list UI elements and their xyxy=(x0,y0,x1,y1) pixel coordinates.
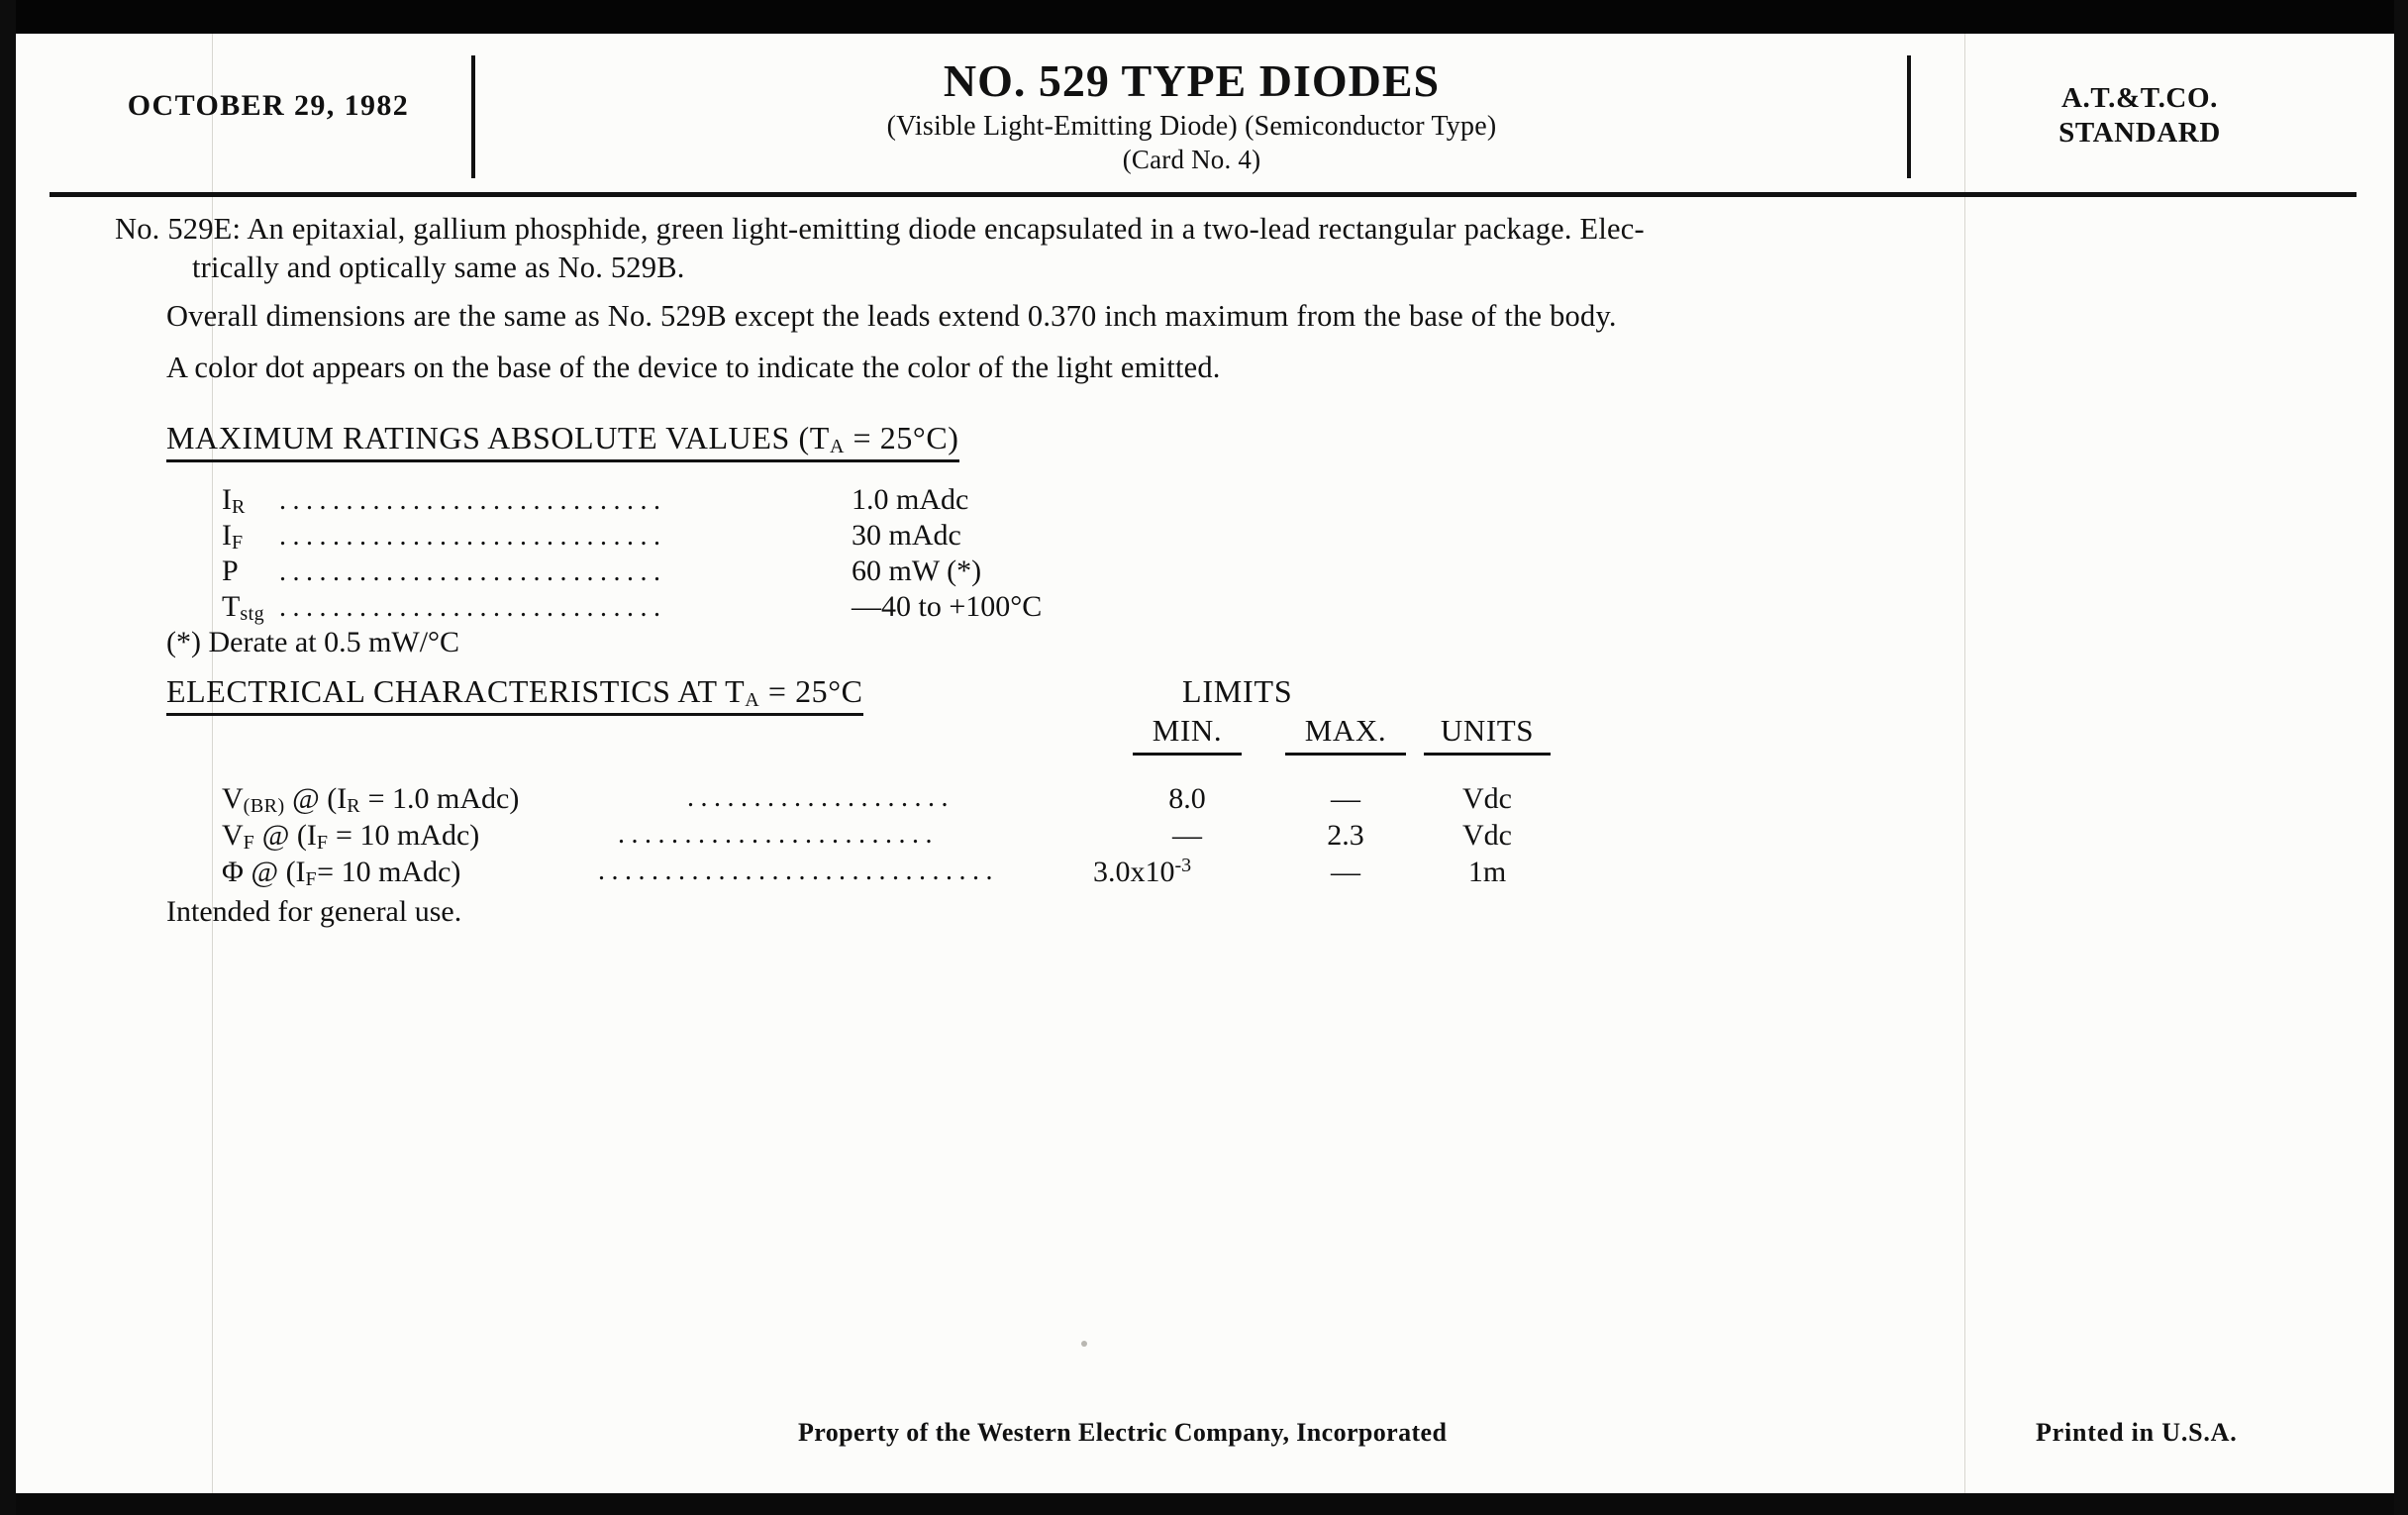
header-divider-left xyxy=(471,55,475,178)
value-units: Vdc xyxy=(1462,782,1512,815)
value-min: — xyxy=(1172,819,1202,852)
intro-line-2: trically and optically same as No. 529B. xyxy=(192,251,685,285)
issue-date: OCTOBER 29, 1982 xyxy=(127,89,410,122)
max-ratings-heading-post: = 25°C) xyxy=(844,420,959,455)
rating-value: 1.0 mAdc xyxy=(852,483,969,516)
card-title: NO. 529 TYPE DIODES xyxy=(943,55,1441,106)
column-header-min: MIN. xyxy=(1133,713,1242,756)
column-header-units: UNITS xyxy=(1424,713,1551,756)
leader-dots: ............................. xyxy=(279,558,667,586)
value-min: $3.0x10^{-3}$ xyxy=(1093,855,1192,888)
max-ratings-list xyxy=(222,485,1042,628)
parameter-label: VF @ (IF = 10 mAdc) xyxy=(222,819,480,854)
max-ratings-heading-pre: MAXIMUM RATINGS ABSOLUTE VALUES (T xyxy=(166,420,830,455)
rating-symbol: IF xyxy=(222,519,244,554)
derate-footnote: (*) Derate at 0.5 mW/°C xyxy=(166,626,460,658)
scan-border-bottom xyxy=(0,1493,2408,1515)
card-header xyxy=(16,34,2394,182)
standard-label: STANDARD xyxy=(2058,117,2221,150)
electrical-heading xyxy=(166,673,863,720)
header-center-block xyxy=(481,55,1902,175)
value-max: 2.3 xyxy=(1327,819,1364,852)
parameter-label: Φ @ (IF= 10 mAdc) xyxy=(222,856,461,890)
value-max: — xyxy=(1331,856,1360,888)
value-max: — xyxy=(1331,782,1360,815)
electrical-heading-pre: ELECTRICAL CHARACTERISTICS AT T xyxy=(166,673,746,709)
rating-row xyxy=(222,556,1042,592)
card-subtitle: (Visible Light-Emitting Diode) (Semiconductor Type) xyxy=(886,110,1497,142)
max-ratings-heading-subscript: A xyxy=(829,436,845,457)
standard-stamp xyxy=(1922,81,2358,152)
leader-dots: .................... xyxy=(687,782,954,813)
rating-symbol: P xyxy=(222,555,239,587)
rating-value: 60 mW (*) xyxy=(852,555,982,587)
value-units: Vdc xyxy=(1462,819,1512,852)
rating-value: 30 mAdc xyxy=(852,519,961,552)
leader-dots: ........................ xyxy=(618,819,939,850)
intended-use-note: Intended for general use. xyxy=(166,895,462,928)
card-number: (Card No. 4) xyxy=(1122,144,1261,174)
intro-paragraph xyxy=(115,210,2333,287)
electrical-heading-subscript: A xyxy=(745,689,760,711)
scan-border-top xyxy=(0,0,2408,34)
color-dot-paragraph: A color dot appears on the base of the device to indicate the color of the light emitted. xyxy=(166,351,1221,384)
value-units: 1m xyxy=(1467,856,1507,888)
footer-printed-notice: Printed in U.S.A. xyxy=(2036,1418,2238,1447)
rating-row xyxy=(222,592,1042,628)
value-min: 8.0 xyxy=(1168,782,1206,815)
rating-row xyxy=(222,521,1042,556)
card-sheet xyxy=(16,34,2394,1493)
rating-symbol: Tstg xyxy=(222,590,265,625)
rating-row xyxy=(222,485,1042,521)
footer-property-notice: Property of the Western Electric Company, Incorporated xyxy=(798,1418,1448,1447)
rating-value: —40 to +100°C xyxy=(852,590,1043,623)
column-header-max: MAX. xyxy=(1285,713,1406,756)
limits-label: LIMITS xyxy=(1182,673,1293,709)
header-horizontal-rule xyxy=(50,192,2357,197)
scan-border-right xyxy=(2394,0,2408,1515)
intro-line-1: No. 529E: An epitaxial, gallium phosphide, green light-emitting diode encapsulated in a two-lead rectangular package. Elec- xyxy=(115,212,1645,246)
scan-artifact-speck xyxy=(1081,1341,1087,1347)
max-ratings-heading xyxy=(166,420,959,466)
parameter-label: V(BR) @ (IR = 1.0 mAdc) xyxy=(222,782,520,817)
leader-dots: ............................. xyxy=(279,594,667,622)
company-name: A.T.&T.CO. xyxy=(2061,82,2218,114)
header-divider-right xyxy=(1907,55,1911,178)
electrical-heading-post: = 25°C xyxy=(759,673,863,709)
leader-dots: ............................. xyxy=(279,487,667,515)
leader-dots: .............................. xyxy=(598,856,999,886)
rating-symbol: IR xyxy=(222,483,246,518)
leader-dots: ............................. xyxy=(279,523,667,551)
scan-border-left xyxy=(0,0,16,1515)
dimensions-paragraph: Overall dimensions are the same as No. 529B except the leads extend 0.370 inch maximum from the base of the body. xyxy=(166,299,1617,333)
